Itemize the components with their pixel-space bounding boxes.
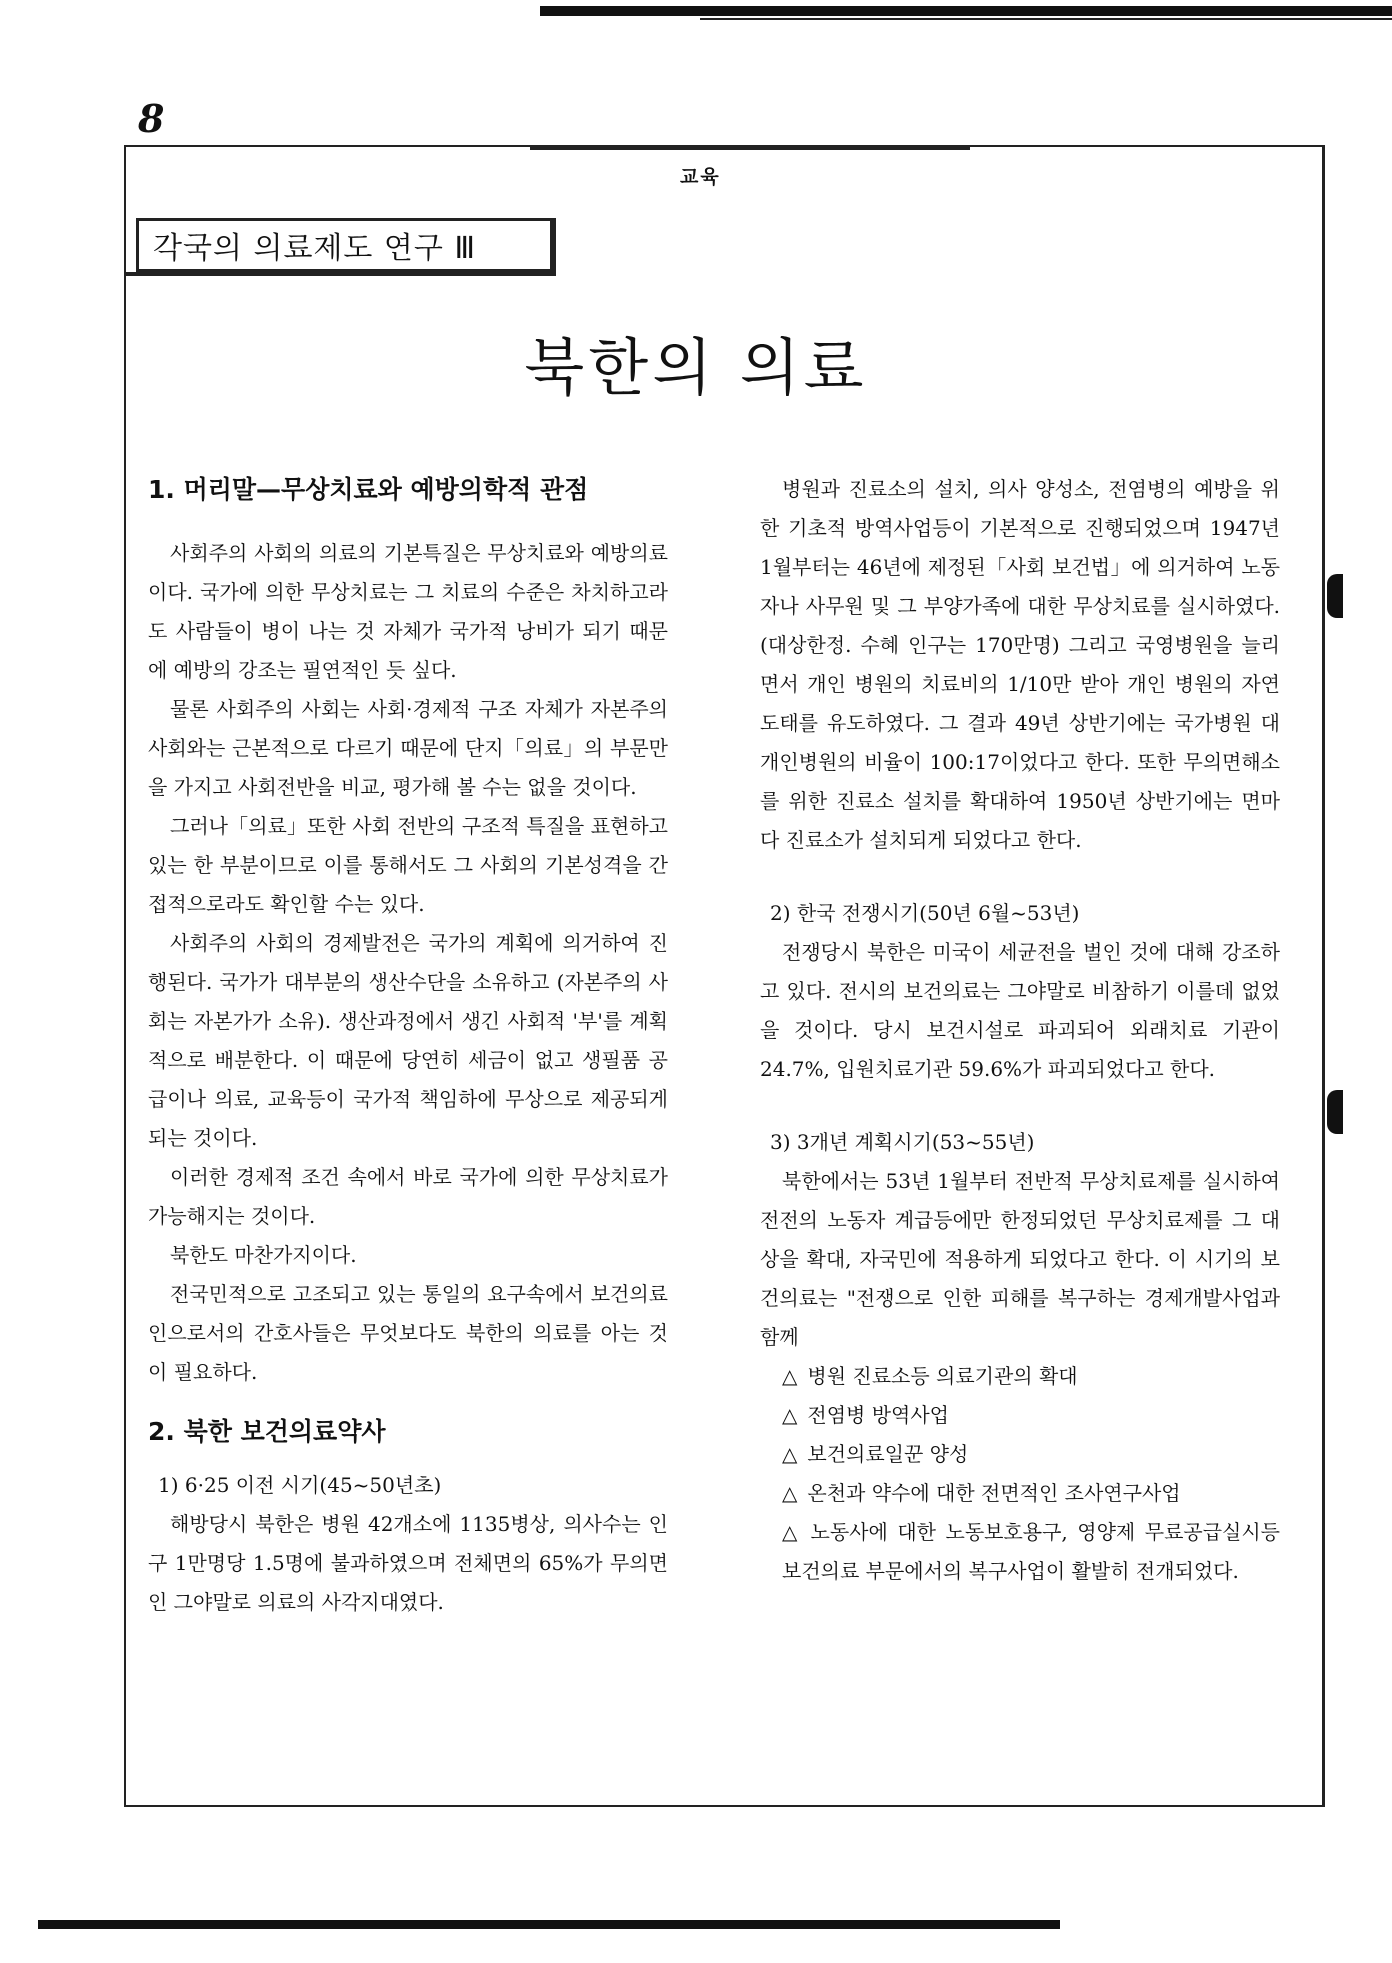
paragraph: 북한도 마찬가지이다. bbox=[170, 1243, 357, 1267]
heading-history: 2. 북한 보건의료약사 bbox=[148, 1417, 386, 1446]
page-number: 8 bbox=[138, 96, 165, 141]
paragraph: 그러나「의료」또한 사회 전반의 구조적 특질을 표현하고 있는 한 부분이므로 이를 통해서도 그 사회의 기본성격을 간접적으로라도 확인할 수는 있다. bbox=[148, 814, 668, 916]
section-tag: 교육 bbox=[680, 166, 721, 188]
bottom-border-rule bbox=[38, 1920, 1060, 1929]
top-border-rule-thin bbox=[700, 18, 1392, 20]
left-column bbox=[148, 470, 668, 1622]
triangle-bullet-icon: △ bbox=[782, 1364, 798, 1388]
subheading-pre-war: 1) 6·25 이전 시기(45~50년초) bbox=[158, 1473, 442, 1497]
subheading-three-year-plan: 3) 3개년 계획시기(53~55년) bbox=[770, 1130, 1035, 1154]
triangle-bullet-icon: △ bbox=[782, 1520, 801, 1544]
paragraph: 전국민적으로 고조되고 있는 통일의 요구속에서 보건의료인으로서의 간호사들은 무엇보다도 북한의 의료를 아는 것이 필요하다. bbox=[148, 1282, 668, 1384]
triangle-bullet-icon: △ bbox=[782, 1442, 798, 1466]
series-title: 각국의 의료제도 연구 Ⅲ bbox=[153, 231, 477, 266]
subheading-war-period: 2) 한국 전쟁시기(50년 6월~53년) bbox=[770, 901, 1080, 925]
series-title-box bbox=[136, 218, 556, 272]
paragraph: 병원과 진료소의 설치, 의사 양성소, 전염병의 예방을 위한 기초적 방역사업등이 기본적으로 진행되었으며 1947년 1월부터는 46년에 제정된「사회 보건법」에 의거하여 노동자나 사무원 및 그 부양가족에 대한 무상치료를 실시하였다.(대상한정. 수혜 인구는 170만명) 그리고 국영병원을 늘리면서 개인 병원의 치료비의 1/10만 받아 개인 병원의 자연도태를 유도하였다. 그 결과 49년 상반기에는 국가병원 대 개인병원의 비율이 100:17이었다고 한다. 또한 무의면해소를 위한 진료소 설치를 확대하여 1950년 상반기에는 면마다 진료소가 설치되게 되었다고 한다. bbox=[760, 477, 1280, 852]
right-column bbox=[760, 470, 1280, 1591]
paragraph: 전쟁당시 북한은 미국이 세균전을 벌인 것에 대해 강조하고 있다. 전시의 보건의료는 그야말로 비참하기 이를데 없었을 것이다. 당시 보건시설로 파괴되어 외래치료 기관이 24.7%, 입원치료기관 59.6%가 파괴되었다고 한다. bbox=[760, 940, 1280, 1081]
paragraph: 북한에서는 53년 1월부터 전반적 무상치료제를 실시하여 전전의 노동자 계급등에만 한정되었던 무상치료제를 그 대상을 확대, 자국민에 적용하게 되었다고 한다. 이 시기의 보건의료는 "전쟁으로 인한 피해를 복구하는 경제개발사업과 함께 bbox=[760, 1169, 1280, 1349]
paragraph: 물론 사회주의 사회는 사회·경제적 구조 자체가 자본주의 사회와는 근본적으로 다르기 때문에 단지「의료」의 부문만을 가지고 사회전반을 비교, 평가해 볼 수는 없을 것이다. bbox=[148, 697, 668, 799]
series-title-underline bbox=[124, 272, 556, 276]
article-title: 북한의 의료 bbox=[524, 331, 868, 404]
triangle-bullet-icon: △ bbox=[782, 1403, 798, 1427]
frame-top-accent bbox=[530, 146, 970, 150]
paragraph: 해방당시 북한은 병원 42개소에 1135병상, 의사수는 인구 1만명당 1.5명에 불과하였으며 전체면의 65%가 무의면인 그야말로 의료의 사각지대였다. bbox=[148, 1512, 668, 1614]
paragraph: 사회주의 사회의 경제발전은 국가의 계획에 의거하여 진행된다. 국가가 대부분의 생산수단을 소유하고 (자본주의 사회는 자본가가 소유). 생산과정에서 생긴 사회적 '부'를 계획적으로 배분한다. 이 때문에 당연히 세금이 없고 생필품 공급이나 의료, 교육등이 국가적 책임하에 무상으로 제공되게 되는 것이다. bbox=[148, 931, 668, 1150]
list-item: △ 병원 진료소등 의료기관의 확대 bbox=[782, 1364, 1078, 1388]
recovery-task-list bbox=[760, 1357, 1280, 1591]
paragraph: 이러한 경제적 조건 속에서 바로 국가에 의한 무상치료가 가능해지는 것이다. bbox=[148, 1165, 668, 1228]
list-item: △ 전염병 방역사업 bbox=[782, 1403, 949, 1427]
triangle-bullet-icon: △ bbox=[782, 1481, 798, 1505]
index-tab-mark bbox=[1327, 574, 1343, 618]
top-border-rule bbox=[540, 6, 1392, 16]
list-item: △ 온천과 약수에 대한 전면적인 조사연구사업 bbox=[782, 1481, 1181, 1505]
list-item: △ 보건의료일꾼 양성 bbox=[782, 1442, 969, 1466]
heading-introduction: 1. 머리말—무상치료와 예방의학적 관점 bbox=[148, 475, 589, 504]
index-tab-mark bbox=[1327, 1090, 1343, 1134]
paragraph: 사회주의 사회의 의료의 기본특질은 무상치료와 예방의료이다. 국가에 의한 무상치료는 그 치료의 수준은 차치하고라도 사람들이 병이 나는 것 자체가 국가적 낭비가 되기 때문에 예방의 강조는 필연적인 듯 싶다. bbox=[148, 541, 668, 682]
list-item: △ 노동사에 대한 노동보호용구, 영양제 무료공급실시등 보건의료 부문에서의 복구사업이 활발히 전개되었다. bbox=[782, 1520, 1280, 1583]
